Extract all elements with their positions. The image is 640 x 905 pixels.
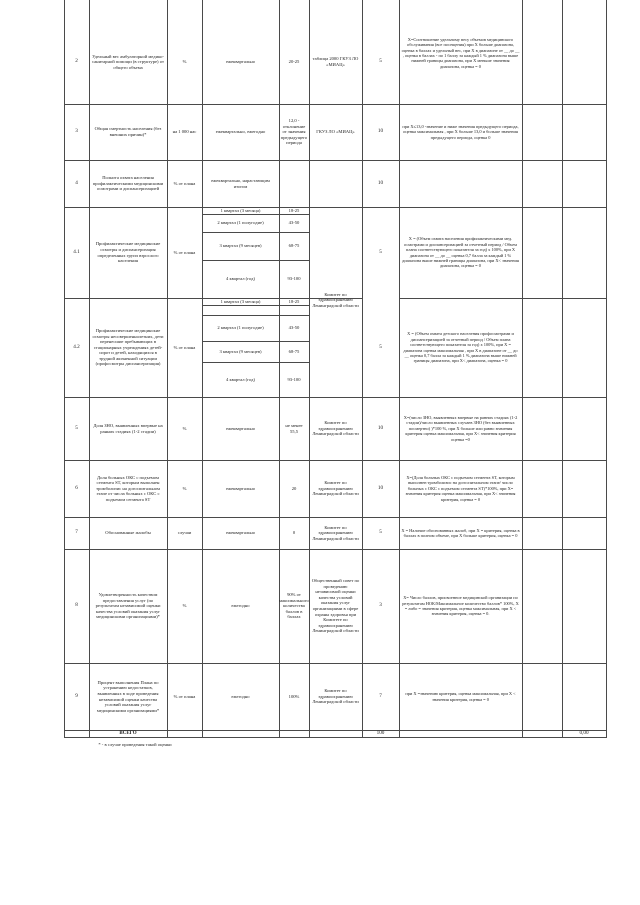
quarter-label: 1 квартал (3 месяца)	[220, 298, 261, 304]
indicator-name: Удельный вес амбулаторной медико-санитарной помощи (в структуре) от общего объема	[92, 53, 164, 70]
total-label: ВСЕГО	[119, 730, 137, 736]
data-source: ГКУЗ ЛО «МИАЦ»	[316, 129, 355, 135]
indicator-name: Процент выполнения Плана по устранению недостатков, выявленных в ходе проведения независимой оценки качества условий оказания услуг медицинскими организациями*	[96, 679, 160, 713]
unit: % от плана	[173, 249, 196, 255]
quarter-norm: 18-25	[288, 207, 300, 213]
total-weight: 100	[376, 730, 385, 736]
unit: %	[182, 485, 187, 491]
unit: случаи	[177, 530, 192, 536]
total-score: 0,00	[579, 730, 589, 736]
quarter-norm: 43-50	[288, 325, 300, 331]
quarter-norm: 43-50	[288, 220, 300, 226]
row-number: 3	[75, 128, 78, 135]
weight-value: 10	[377, 179, 384, 186]
weight-value: 5	[379, 343, 382, 350]
quarter-norm: 68-75	[288, 243, 300, 249]
weight-value: 5	[379, 529, 382, 536]
unit: на 1 000 нас	[172, 129, 197, 135]
row-number: 4.2	[73, 343, 80, 350]
data-source: Общественный совет по проведению независимой оценки качества условий оказания услуг организациями в сфере охраны здоровья при Комитете по здравоохранению Ленинградской области	[311, 578, 360, 634]
data-source: таблица 2000 ГКУЗ ЛО «МИАЦ»	[312, 56, 359, 67]
row-number: 2	[75, 58, 78, 65]
weight-value: 3	[379, 602, 382, 609]
row-number: 9	[75, 692, 78, 699]
quarter-label: 2 квартал (1 полугодие)	[217, 325, 264, 331]
table-border	[606, 0, 607, 737]
evaluation-criterion: X=Соотношение удельному весу объемов медицинского обслуживания (все посещения) при X больше диапазона, оценка в баллах и удельный вес, при X в диапазоне от __ до __ , оценка в баллах - по 1 баллу за каждый 1 % диапазона выше нижней границы диапазона, при X меньше значения диапазона, оценка = 0	[401, 36, 520, 69]
evaluation-criterion: X = (Объем охвата детского населения профосмотрами и диспансеризацией за отчетный период / Объем плана соответствующего показателя за год) х 100%, при X = диапазона оценка максимальная , при X в диапазоне от __ до __ оценка 0,7 балла за каждый 1 % диапазона выше нижней границы диапазона, при X< диапазона, оценка = 0	[403, 331, 518, 364]
footnote: * - в случае проведения такой оценки	[98, 742, 172, 747]
indicator-name: Общая смертность населения (без внешних причин)*	[94, 126, 162, 137]
indicator-name: Обоснованные жалобы	[105, 530, 151, 536]
indicator-name: Полнота охвата населения профилактическими медицинскими осмотрами и диспансеризацией	[92, 175, 164, 192]
data-source: Комитет по здравоохранению Ленинградской области	[312, 688, 359, 705]
column-divider	[562, 0, 563, 737]
quarter-norm: 68-75	[288, 348, 300, 354]
quarter-label: 4 квартал (год)	[226, 376, 255, 382]
quarter-norm: 18-25	[288, 298, 300, 304]
data-source: Комитет по здравоохранению Ленинградской области	[312, 291, 359, 308]
row-number: 8	[75, 602, 78, 609]
row-number: 4	[75, 179, 78, 186]
indicator-name: Доля больных ОКС с подъемом сегмента ST, которым выполнен тромболизис на догоспитальном этапе от числа больных с ОКС с подъемом сегмента ST	[96, 474, 160, 502]
period: ежеквартально	[225, 425, 256, 431]
quarter-label: 1 квартал (3 месяца)	[220, 207, 261, 213]
row-number: 7	[75, 529, 78, 536]
evaluation-criterion: X = Наличие обоснованных жалоб, при X = критерия, оценка в баллах в полном объеме, при X больше критерия, оценка = 0	[401, 527, 520, 538]
norm-value: не менее 55,5	[285, 422, 303, 434]
unit: %	[182, 425, 187, 431]
period: ежеквартально, нарастающим итогом	[211, 177, 270, 189]
quarter-label: 2 квартал (1 полугодие)	[217, 220, 264, 226]
indicator-name: Профилактические медицинские осмотры и диспансеризация определенных групп взрослого населения	[95, 241, 161, 264]
row-number: 6	[75, 484, 78, 491]
data-source: Комитет по здравоохранению Ленинградской области	[312, 420, 359, 437]
indicator-name: Удовлетворенность качеством предоставления услуг (по результатам независимой оценки качества условий оказания услуг медицинскими организациями)*	[95, 592, 161, 620]
indicator-name: Профилактические медицинские осмотры несовершеннолетних, дети перенесшие пребывающих в стационарных учреждениях детей-сирот и детей, находящихся в трудной жизненной ситуации (профосмотры диспансеризация)	[92, 327, 164, 367]
norm-value: 100%	[288, 693, 300, 699]
period: ежеквартально	[225, 530, 256, 536]
data-source: Комитет по здравоохранению Ленинградской области	[312, 480, 359, 497]
period: ежеквартально, ежегодно	[215, 129, 266, 135]
period: ежеквартально	[225, 59, 256, 65]
evaluation-criterion: X = (Объем охвата населения профилактическими мед. осмотрами и диспансеризацией за отчетный период / Объем плана соответствующего показателя за год) х 100%, при X диапазона от __ до __ оценка 0,7 балла за каждый 1 % диапазона выше нижней границы диапазона, при X< значения диапазона, оценка = 0	[402, 236, 519, 269]
row-number: 4.1	[73, 248, 80, 255]
weight-value: 10	[377, 484, 384, 491]
period: ежеквартально	[225, 485, 256, 491]
table-border	[64, 737, 607, 738]
weight-value: 10	[377, 424, 384, 431]
evaluation-criterion: X=(Доля больных ОКС с подъемом сегмента ST, которым выполнен тромболизис на догоспитальном этапе/ число больных с ОКС с подъемом сегмента ST)*100%, при X= значения критерия оценка максимальная, при X< значения критерия, оценка = 0	[405, 474, 516, 502]
subrow-divider	[202, 305, 309, 306]
evaluation-criterion: X=(число ЗНО, выявленных впервые на ранних стадиях (1-2 стадии)/число выявленных случаев ЗНО (без выявленных посмертно) )*100 %, при X больше или равно значения критерия оценка максимальная, при X< значения критерия оценка =0	[403, 414, 518, 442]
period: ежегодно	[231, 693, 250, 699]
indicator-name: Доля ЗНО, выявленных впервые на ранних стадиях (1-2 стадии)	[93, 422, 163, 434]
quarter-label: 3 квартал (9 месяцев)	[219, 243, 262, 249]
data-source: Комитет по здравоохранению Ленинградской области	[312, 524, 359, 541]
norm-value: 12,0 - отклонение от значения предыдущего периода	[280, 118, 308, 146]
weight-value: 5	[379, 58, 382, 65]
weight-value: 10	[377, 128, 384, 135]
unit: %	[182, 59, 187, 65]
evaluation-criterion: X= Число баллов, присвоенное медицинской организации по результатам НОК/Максимальное количество баллов* 100%, X = либо = значения критерия, оценка максимальная, при X < значения критерия, оценка = 0.	[402, 595, 519, 617]
quarter-norm: 93-100	[287, 376, 301, 382]
unit: %	[182, 603, 187, 609]
quarter-norm: 93-100	[287, 276, 301, 282]
unit: % от плана	[173, 180, 196, 186]
row-number: 5	[75, 424, 78, 431]
norm-value: 20-25	[288, 59, 300, 65]
unit: % от плана	[173, 344, 196, 350]
norm-value: 90% от максимального количества баллов в баллах	[279, 592, 309, 620]
quarter-label: 4 квартал (год)	[226, 276, 255, 282]
weight-value: 7	[379, 692, 382, 699]
evaluation-criterion: при X =значению критерия, оценка максимальная, при X < значения критерия, оценка = 0	[405, 691, 516, 702]
unit: % от плана	[173, 693, 196, 699]
norm-value: 0	[292, 530, 296, 536]
column-divider	[522, 0, 523, 737]
norm-value: 20	[291, 485, 297, 491]
evaluation-criterion: при X≤13,0 -значение и ниже значения предыдущего периода, оценка максимальная , при X больше 13,0 и больше значения предыдущего периода, оценка 0	[402, 123, 519, 140]
weight-value: 5	[379, 248, 382, 255]
quarter-label: 3 квартал (9 месяцев)	[219, 348, 262, 354]
period: ежегодно	[231, 603, 250, 609]
